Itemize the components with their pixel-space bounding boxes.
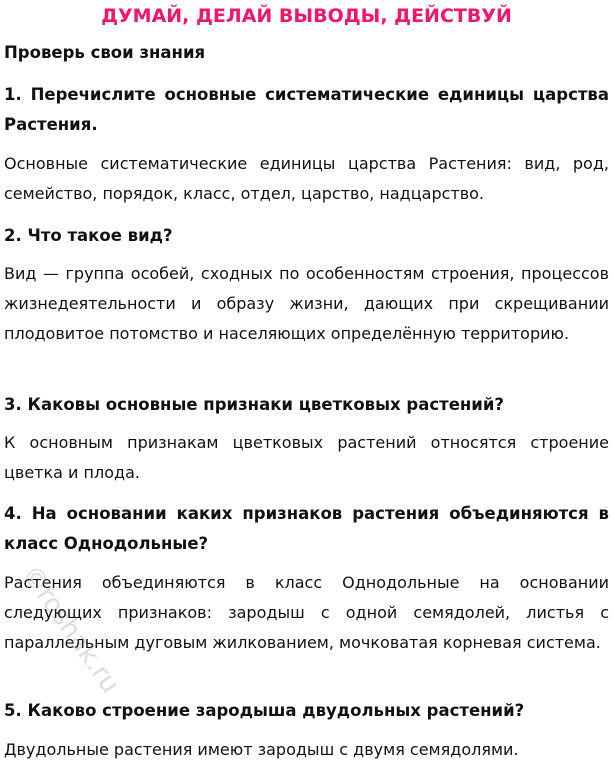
- answer-5: Двудольные растения имеют зародыш с двумя семядолями.: [4, 740, 519, 759]
- answer-2: Вид — группа особей, сходных по особенностям строения, процессов жизнедеятельности и образу жизни, дающих при скрещивании плодовитое потомство и населяющих определённую территорию.: [4, 264, 609, 343]
- page-title: ДУМАЙ, ДЕЛАЙ ВЫВОДЫ, ДЕЙСТВУЙ: [101, 5, 512, 27]
- question-4: 4. На основании каких признаков растения объединяются в класс Однодольные?: [4, 504, 609, 553]
- answer-4: Растения объединяются в класс Однодольные на основании следующих признаков: зародыш с одной семядолей, листья с параллельным дуговым жилкованием, мочковатая корневая система.: [4, 573, 609, 652]
- answer-3: К основным признакам цветковых растений относятся строение цветка и плода.: [4, 433, 609, 482]
- question-3: 3. Каковы основные признаки цветковых растений?: [4, 395, 504, 414]
- question-5: 5. Каково строение зародыша двудольных растений?: [4, 701, 525, 720]
- question-1: 1. Перечислите основные систематические единицы царства Растения.: [4, 85, 609, 134]
- question-2: 2. Что такое вид?: [4, 226, 173, 245]
- answer-1: Основные систематические единицы царства Растения: вид, род, семейство, порядок, класс, отдел, царство, надцарство.: [4, 154, 609, 203]
- section-heading: Проверь свои знания: [4, 43, 206, 62]
- watermark: ©roshak.ru: [15, 560, 126, 699]
